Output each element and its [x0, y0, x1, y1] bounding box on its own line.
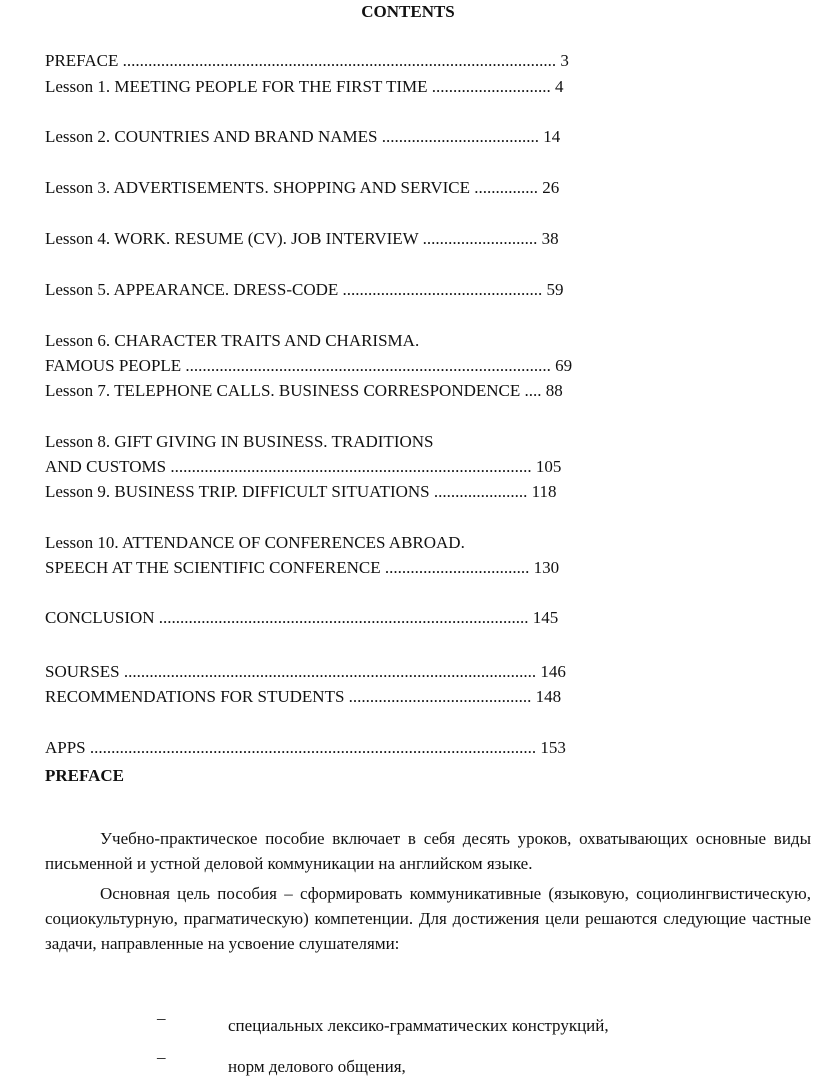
toc-entry-lesson-4[interactable]: Lesson 4. WORK. RESUME (CV). JOB INTERVIEW ........................... 38	[45, 229, 559, 248]
list-item: норм делового общения,	[228, 1057, 406, 1076]
toc-entry-preface[interactable]: PREFACE ...................................................................................................... 3	[45, 51, 569, 70]
toc-entry-conclusion[interactable]: CONCLUSION ....................................................................................... 145	[45, 608, 559, 627]
toc-entry-lesson-2[interactable]: Lesson 2. COUNTRIES AND BRAND NAMES ..................................... 14	[45, 127, 561, 146]
toc-entry-lesson-8-cont[interactable]: AND CUSTOMS ..................................................................................... 105	[45, 457, 562, 476]
toc-entry-apps[interactable]: APPS ......................................................................................................... 153	[45, 738, 566, 757]
list-dash: _	[157, 1042, 166, 1061]
toc-entry-lesson-3[interactable]: Lesson 3. ADVERTISEMENTS. SHOPPING AND SERVICE ............... 26	[45, 178, 560, 197]
toc-entry-lesson-7[interactable]: Lesson 7. TELEPHONE CALLS. BUSINESS CORRESPONDENCE .... 88	[45, 381, 563, 400]
toc-entry-recommendations[interactable]: RECOMMENDATIONS FOR STUDENTS ........................................... 148	[45, 687, 562, 706]
toc-entry-sources[interactable]: SOURSES ................................................................................................. 146	[45, 662, 566, 681]
toc-entry-lesson-10[interactable]: Lesson 10. ATTENDANCE OF CONFERENCES ABROAD.	[45, 533, 465, 552]
contents-title: CONTENTS	[361, 2, 455, 21]
preface-heading: PREFACE	[45, 766, 125, 785]
toc-entry-lesson-6-cont[interactable]: FAMOUS PEOPLE ...................................................................................... 69	[45, 356, 573, 375]
toc-entry-lesson-5[interactable]: Lesson 5. APPEARANCE. DRESS-CODE ............................................... 59	[45, 280, 564, 299]
list-dash: _	[157, 1003, 166, 1022]
toc-entry-lesson-8[interactable]: Lesson 8. GIFT GIVING IN BUSINESS. TRADITIONS	[45, 432, 434, 451]
toc-entry-lesson-10-cont[interactable]: SPEECH AT THE SCIENTIFIC CONFERENCE .................................. 130	[45, 558, 560, 577]
toc-entry-lesson-6[interactable]: Lesson 6. CHARACTER TRAITS AND CHARISMA.	[45, 331, 420, 350]
toc-entry-lesson-1[interactable]: Lesson 1. MEETING PEOPLE FOR THE FIRST TIME ............................ 4	[45, 77, 564, 96]
preface-paragraph-2: Основная цель пособия – сформировать коммуникативные (языковую, социолингвистическую, социокультурную, прагматическую) компетенции. Для достижения цели решаются следующие частные задачи, направленные на усвоение слушателями:	[45, 884, 811, 953]
list-item: специальных лексико-грамматических конструкций,	[228, 1016, 609, 1035]
preface-paragraph-1: Учебно-практическое пособие включает в себя десять уроков, охватывающих основные виды письменной и устной деловой коммуникации на английском языке.	[45, 829, 811, 873]
toc-entry-lesson-9[interactable]: Lesson 9. BUSINESS TRIP. DIFFICULT SITUATIONS ...................... 118	[45, 482, 557, 501]
